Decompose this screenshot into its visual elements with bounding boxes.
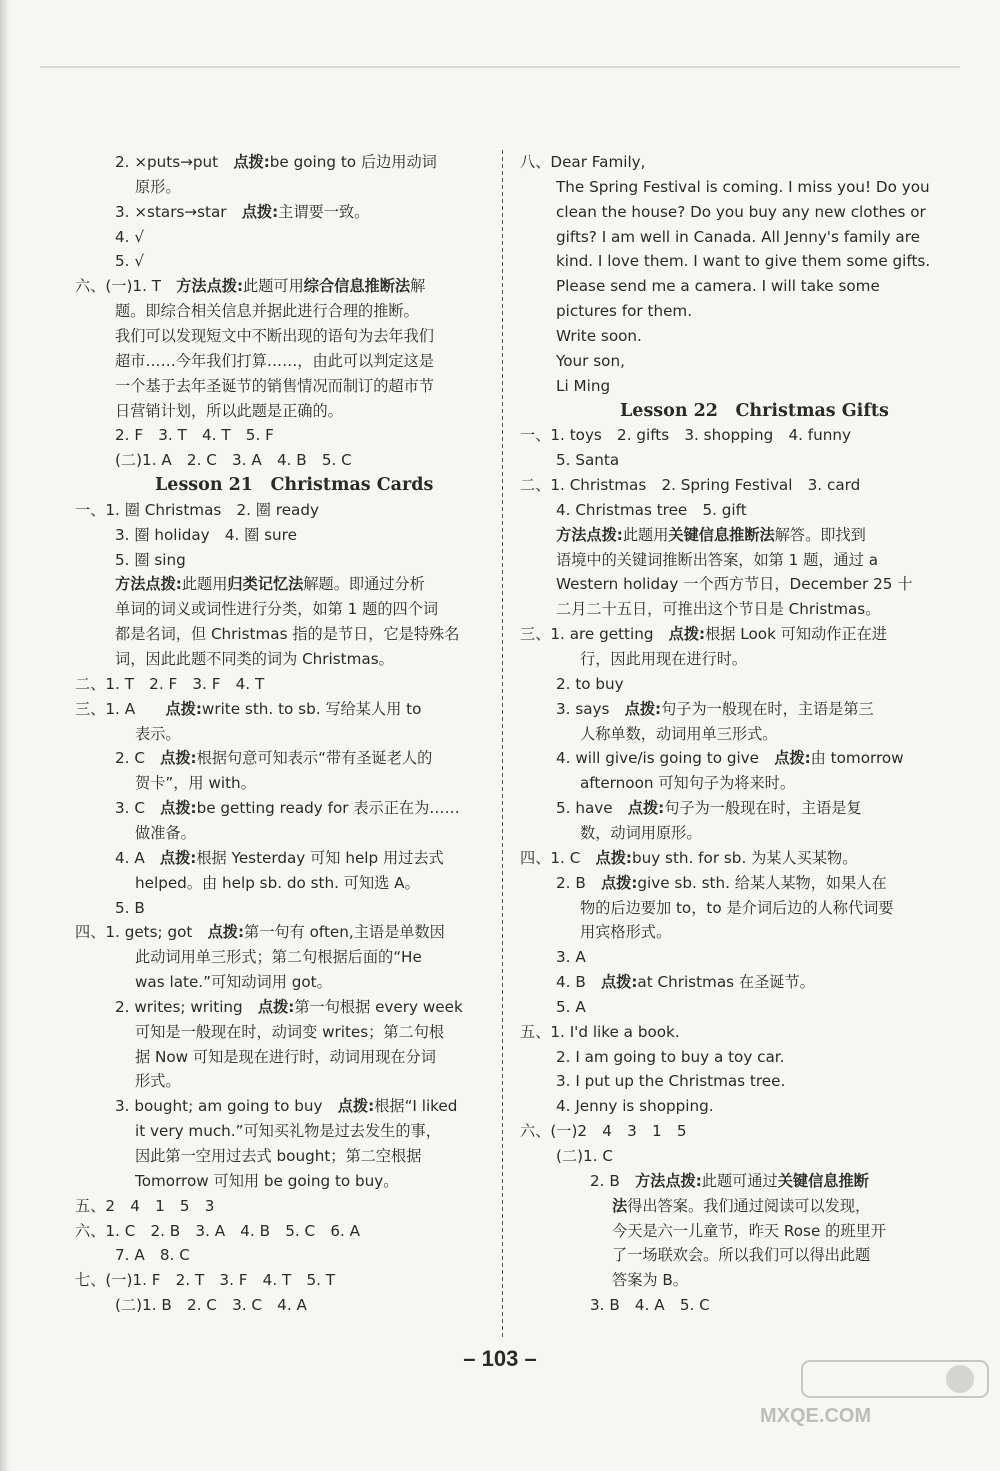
left-line: 四、1. gets; got 点拨:第一句有 often,主语是单数因 [75, 923, 445, 942]
right-line: 了一场联欢会。所以我们可以得出此题 [612, 1246, 871, 1265]
page-gutter [0, 0, 10, 1471]
left-line: 2. C 点拨:根据句意可知表示“带有圣诞老人的 [115, 749, 433, 768]
left-line: 形式。 [135, 1072, 181, 1091]
left-line: 因此第一空用过去式 bought；第二空根据 [135, 1147, 422, 1165]
left-line: 3. ×stars→star 点拨:主谓要一致。 [115, 202, 370, 221]
left-line: 2. F 3. T 4. T 5. F [115, 426, 274, 445]
left-line: 3. C 点拨:be getting ready for 表示正在为…… [115, 799, 460, 818]
right-line: 物的后边要加 to，to 是介词后边的人称代词要 [580, 898, 894, 917]
right-line: 3. B 4. A 5. C [590, 1296, 710, 1315]
left-line: 二、1. T 2. F 3. F 4. T [75, 674, 265, 693]
right-line: 行，因此用现在进行时。 [580, 650, 748, 668]
left-line: 2. ×puts→put 点拨:be going to 后边用动词 [115, 153, 437, 171]
right-line: (二)1. C [556, 1147, 613, 1165]
right-line: 数，动词用原形。 [580, 823, 702, 842]
left-line: 4. √ [115, 227, 144, 246]
left-line: Tomorrow 可知用 be going to buy。 [135, 1171, 399, 1190]
left-line: 六、(一)1. T 方法点拨:此题可用综合信息推断法解 [75, 277, 426, 296]
right-line: 五、1. I'd like a book. [520, 1022, 680, 1041]
right-line: 2. B 点拨:give sb. sth. 给某人某物，如果人在 [556, 873, 887, 892]
left-line: 原形。 [135, 177, 181, 196]
left-line: 七、(一)1. F 2. T 3. F 4. T 5. T [75, 1271, 336, 1290]
left-line: 一个基于去年圣诞节的销售情况而制订的超市节 [115, 376, 434, 395]
right-line: pictures for them. [556, 302, 693, 321]
watermark-logo-icon [800, 1355, 990, 1410]
left-line: 我们可以发现短文中不断出现的语句为去年我们 [115, 326, 434, 345]
left-line: 做准备。 [135, 823, 196, 842]
left-line: 7. A 8. C [115, 1246, 190, 1265]
right-line: clean the house? Do you buy any new clothes or [556, 202, 926, 221]
left-line: 方法点拨:此题用归类记忆法解题。即通过分析 [115, 575, 425, 594]
column-divider [502, 150, 503, 1340]
left-line: 单词的词义或词性进行分类，如第 1 题的四个词 [115, 600, 439, 619]
right-line: 二、1. Christmas 2. Spring Festival 3. card [520, 476, 861, 495]
right-line: Western holiday 一个西方节日，December 25 十 [556, 575, 913, 594]
right-line: 方法点拨:此题用关键信息推断法解答。即找到 [556, 525, 866, 544]
right-line: 2. to buy [556, 674, 624, 693]
right-line: 语境中的关键词推断出答案，如第 1 题，通过 a [556, 550, 879, 569]
right-line: 二月二十五日，可推出这个节日是 Christmas。 [556, 600, 881, 619]
left-line: it very much.”可知买礼物是过去发生的事， [135, 1122, 441, 1141]
left-line: 据 Now 可知是现在进行时，动词用现在分词 [135, 1047, 436, 1066]
left-line: 三、1. A 点拨:write sth. to sb. 写给某人用 to [75, 699, 422, 718]
lesson-heading: Lesson 22 Christmas Gifts [620, 400, 889, 421]
right-line: The Spring Festival is coming. I miss you! Do you [556, 177, 930, 196]
top-rule [40, 66, 960, 68]
right-line: 5. A [556, 997, 586, 1016]
right-line: 人称单数，动词用单三形式。 [580, 724, 778, 743]
right-line: Li Ming [556, 376, 611, 395]
right-line: 4. Jenny is shopping. [556, 1097, 714, 1116]
left-line: 超市……今年我们打算……，由此可以判定这是 [115, 351, 434, 370]
watermark-site: MXQE.COM [760, 1405, 872, 1427]
left-line: 5. B [115, 898, 145, 917]
left-line: 3. bought; am going to buy 点拨:根据“I liked [115, 1097, 458, 1116]
right-line: 2. I am going to buy a toy car. [556, 1047, 785, 1066]
left-line: (二)1. A 2. C 3. A 4. B 5. C [115, 451, 352, 470]
left-line: 5. 圈 sing [115, 550, 186, 569]
right-line: 5. Santa [556, 451, 620, 470]
right-line: gifts? I am well in Canada. All Jenny's family are [556, 227, 920, 246]
left-line: 日营销计划，所以此题是正确的。 [115, 401, 343, 420]
left-line: was late.”可知动词用 got。 [135, 973, 332, 992]
left-line: helped。由 help sb. do sth. 可知选 A。 [135, 873, 420, 892]
right-line: 5. have 点拨:句子为一般现在时，主语是复 [556, 799, 862, 818]
left-line: 一、1. 圈 Christmas 2. 圈 ready [75, 500, 319, 519]
right-line: 八、Dear Family, [520, 153, 646, 171]
left-line: (二)1. B 2. C 3. C 4. A [115, 1296, 307, 1315]
left-line: 六、1. C 2. B 3. A 4. B 5. C 6. A [75, 1221, 361, 1240]
right-line: 今天是六一儿童节，昨天 Rose 的班里开 [612, 1221, 886, 1240]
right-line: 3. A [556, 948, 586, 967]
right-line: 四、1. C 点拨:buy sth. for sb. 为某人买某物。 [520, 848, 858, 867]
left-line: 表示。 [135, 724, 181, 743]
left-line: 3. 圈 holiday 4. 圈 sure [115, 525, 297, 544]
right-line: kind. I love them. I want to give them some gifts. [556, 252, 931, 271]
left-line: 都是名词，但 Christmas 指的是节日，它是特殊名 [115, 625, 460, 644]
left-line: 可知是一般现在时，动词变 writes；第二句根 [135, 1022, 445, 1041]
left-line: 贺卡”，用 with。 [135, 774, 256, 793]
right-line: 六、(一)2 4 3 1 5 [520, 1122, 687, 1141]
right-line: 一、1. toys 2. gifts 3. shopping 4. funny [520, 426, 851, 445]
left-line: 题。即综合相关信息并据此进行合理的推断。 [115, 302, 419, 321]
right-line: Please send me a camera. I will take some [556, 277, 880, 296]
page-number: – 103 – [463, 1346, 537, 1371]
left-line: 五、2 4 1 5 3 [75, 1196, 215, 1215]
left-line: 4. A 点拨:根据 Yesterday 可知 help 用过去式 [115, 848, 444, 867]
right-line: Your son, [556, 351, 625, 370]
right-line: 3. I put up the Christmas tree. [556, 1072, 786, 1091]
right-line: 三、1. are getting 点拨:根据 Look 可知动作正在进 [520, 625, 888, 644]
right-line: afternoon 可知句子为将来时。 [580, 774, 796, 793]
right-line: 4. Christmas tree 5. gift [556, 500, 747, 519]
left-line: 词，因此此题不同类的词为 Christmas。 [115, 650, 394, 668]
right-line: 法得出答案。我们通过阅读可以发现， [612, 1196, 871, 1215]
right-line: 用宾格形式。 [580, 923, 672, 942]
left-line: 5. √ [115, 252, 144, 271]
right-line: Write soon. [556, 326, 642, 345]
right-line: 4. B 点拨:at Christmas 在圣诞节。 [556, 973, 815, 992]
right-line: 答案为 B。 [612, 1271, 688, 1290]
right-line: 3. says 点拨:句子为一般现在时，主语是第三 [556, 699, 874, 718]
right-line: 2. B 方法点拨:此题可通过关键信息推断 [590, 1171, 869, 1190]
lesson-heading: Lesson 21 Christmas Cards [155, 475, 434, 496]
left-line: 此动词用单三形式；第二句根据后面的“He [135, 948, 422, 967]
left-line: 2. writes; writing 点拨:第一句根据 every week [115, 997, 463, 1016]
right-line: 4. will give/is going to give 点拨:由 tomorrow [556, 749, 904, 768]
